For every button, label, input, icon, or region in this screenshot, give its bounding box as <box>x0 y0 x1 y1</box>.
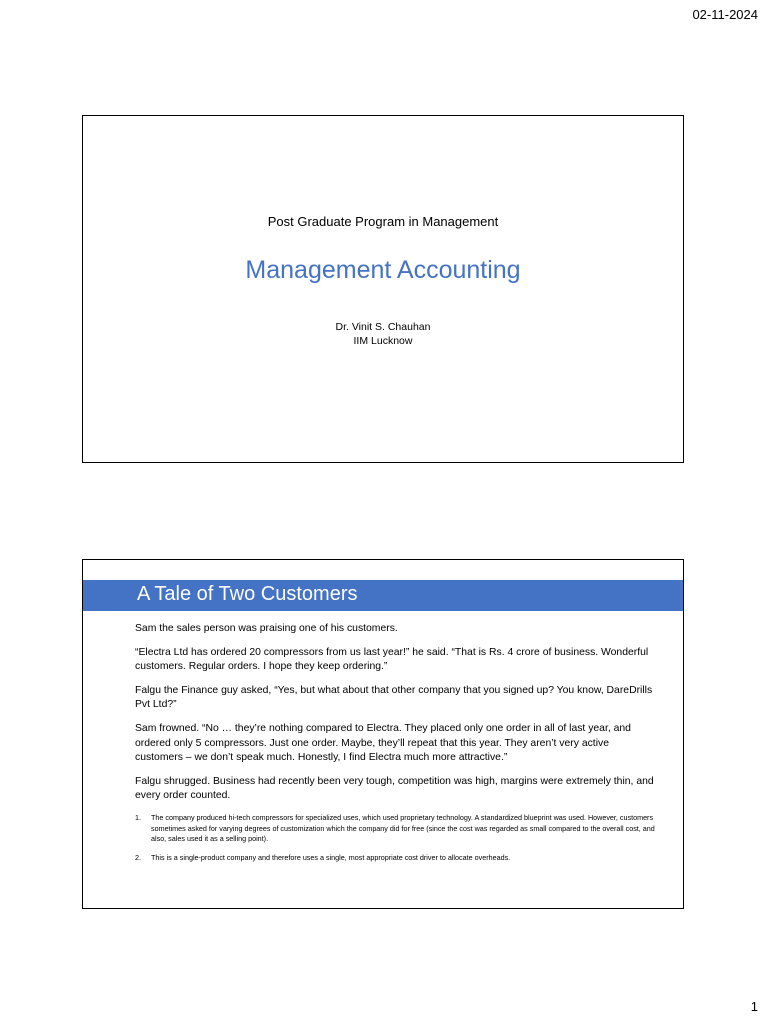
slide-title-bar <box>83 580 683 611</box>
note-text: The company produced hi-tech compressors for specialized uses, which used proprietary technology. A standardized blueprint was used. However, customers sometimes asked for varying degrees of customization which the company did for free (since the cost was regarded as small compared to the overall cost, and also, sales used it as a selling point). <box>151 812 655 844</box>
slide-title: A Tale of Two Customers <box>137 583 358 605</box>
title-slide <box>82 115 684 463</box>
institution-name: IIM Lucknow <box>353 335 413 347</box>
case-paragraph: “Electra Ltd has ordered 20 compressors from us last year!” he said. “That is Rs. 4 crore of business. Wonderful customers. Regular orders. I hope they keep ordering.” <box>135 646 649 673</box>
note-item <box>135 853 659 864</box>
page-date: 02-11-2024 <box>692 7 758 22</box>
page-number: 1 <box>750 999 758 1014</box>
note-number: 1. <box>135 812 141 822</box>
case-paragraph: Sam frowned. “No … they’re nothing compared to Electra. They placed only one order in all of last year, and ordered only 5 compressors. Just one order. Maybe, they’ll repeat that this year. They aren’t very active customers – we don’t speak much. Honestly, I find Electra much more attractive.” <box>135 722 631 764</box>
notes-list <box>135 813 659 863</box>
slide-body <box>135 622 659 871</box>
course-title: Management Accounting <box>245 256 521 284</box>
note-number: 2. <box>135 852 141 862</box>
note-item <box>135 813 659 845</box>
program-name: Post Graduate Program in Management <box>267 214 499 229</box>
author-block <box>83 320 683 348</box>
author-name: Dr. Vinit S. Chauhan <box>335 321 431 333</box>
case-paragraph: Falgu the Finance guy asked, “Yes, but what about that other company that you signed up? You know, DareDrills Pvt Ltd?” <box>135 684 653 711</box>
case-slide <box>82 559 684 909</box>
case-paragraph: Sam the sales person was praising one of his customers. <box>135 623 398 634</box>
case-paragraph: Falgu shrugged. Business had recently been very tough, competition was high, margins were extremely thin, and every order counted. <box>135 775 654 802</box>
note-text: This is a single-product company and therefore uses a single, most appropriate cost driver to allocate overheads. <box>151 852 511 862</box>
